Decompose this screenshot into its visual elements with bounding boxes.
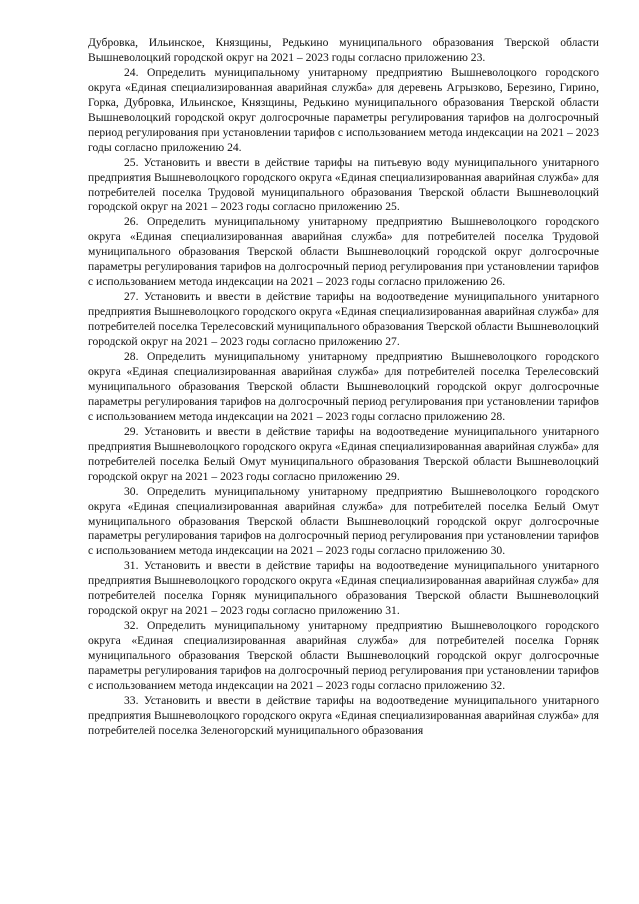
paragraph-27: 27. Установить и ввести в действие тарифы на водоотведение муниципального унитарного предприятия Вышневолоцкого городского округа «Единая специализированная аварийная служба» для потребителей поселка Терелесовский муниципального образования Тверской области Вышневолоцкий городской округ на 2021 – 2023 годы согласно приложению 27. bbox=[88, 290, 599, 349]
paragraph-33: 33. Установить и ввести в действие тарифы на водоотведение муниципального унитарного предприятия Вышневолоцкого городского округа «Единая специализированная аварийная служба» для потребителей поселка Зеленогорский муниципального образования bbox=[88, 693, 599, 737]
paragraph-32: 32. Определить муниципальному унитарному предприятию Вышневолоцкого городского округа «Единая специализированная аварийная служба» для потребителей поселка Горняк муниципального образования Тверской области Вышневолоцкий городской округ долгосрочные параметры регулирования тарифов на долгосрочный период регулирования при установлении тарифов с использованием метода индексации на 2021 – 2023 годы согласно приложению 32. bbox=[88, 619, 599, 692]
paragraph-25: 25. Установить и ввести в действие тарифы на питьевую воду муниципального унитарного предприятия Вышневолоцкого городского округа «Единая специализированная аварийная служба» для потребителей поселка Трудовой муниципального образования Тверской области Вышневолоцкий городской округ на 2021 – 2023 годы согласно приложению 25. bbox=[88, 155, 599, 214]
paragraph-28: 28. Определить муниципальному унитарному предприятию Вышневолоцкого городского округа «Единая специализированная аварийная служба» для потребителей поселка Терелесовский муниципального образования Тверской области Вышневолоцкий городской округ долгосрочные параметры регулирования тарифов на долгосрочный период регулирования при установлении тарифов с использованием метода индексации на 2021 – 2023 годы согласно приложению 28. bbox=[88, 350, 599, 423]
paragraph-26: 26. Определить муниципальному унитарному предприятию Вышневолоцкого городского округа «Единая специализированная аварийная служба» для потребителей поселка Трудовой муниципального образования Тверской области Вышневолоцкий городской округ долгосрочные параметры регулирования тарифов на долгосрочный период регулирования при установлении тарифов с использованием метода индексации на 2021 – 2023 годы согласно приложению 26. bbox=[88, 215, 599, 289]
paragraph-30: 30. Определить муниципальному унитарному предприятию Вышневолоцкого городского округа «Единая специализированная аварийная служба» для потребителей поселка Белый Омут муниципального образования Тверской области Вышневолоцкий городской округ долгосрочные параметры регулирования тарифов на долгосрочный период регулирования при установлении тарифов с использованием метода индексации на 2021 – 2023 годы согласно приложению 30. bbox=[88, 484, 599, 558]
paragraph-23-continuation: Дубровка, Ильинское, Князщины, Редькино муниципального образования Тверской области Вышневолоцкий городской округ на 2021 – 2023 годы согласно приложению 23. bbox=[88, 36, 599, 64]
paragraph-29: 29. Установить и ввести в действие тарифы на водоотведение муниципального унитарного предприятия Вышневолоцкого городского округа «Единая специализированная аварийная служба» для потребителей поселка Белый Омут муниципального образования Тверской области Вышневолоцкий городской округ на 2021 – 2023 годы согласно приложению 29. bbox=[88, 424, 599, 483]
paragraph-24: 24. Определить муниципальному унитарному предприятию Вышневолоцкого городского округа «Единая специализированная аварийная служба» для деревень Агрызково, Березино, Гирино, Горка, Дубровка, Ильинское, Князщины, Редькино муниципального образования Тверской области Вышневолоцкий городской округ долгосрочные параметры регулирования тарифов на долгосрочный период регулирования при установлении тарифов с использованием метода индексации на 2021 – 2023 годы согласно приложению 24. bbox=[88, 65, 599, 154]
document-body bbox=[88, 36, 599, 739]
paragraph-31: 31. Установить и ввести в действие тарифы на водоотведение муниципального унитарного предприятия Вышневолоцкого городского округа «Единая специализированная аварийная служба» для потребителей поселка Горняк муниципального образования Тверской области Вышневолоцкий городской округ на 2021 – 2023 годы согласно приложению 31. bbox=[88, 559, 599, 618]
